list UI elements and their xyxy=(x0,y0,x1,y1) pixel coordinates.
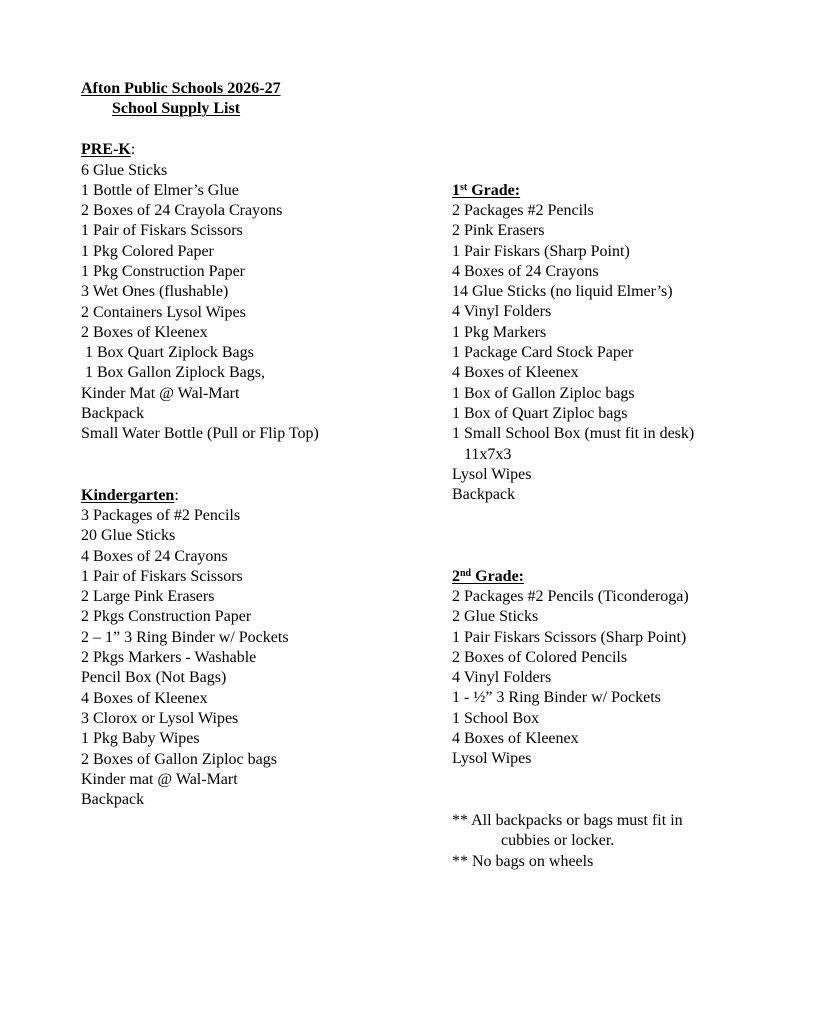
list-item: 4 Boxes of Kleenex xyxy=(81,689,208,707)
list-item: 6 Glue Sticks xyxy=(81,161,168,179)
list-item: 4 Vinyl Folders xyxy=(452,303,552,321)
grade2-heading-suffix: nd xyxy=(460,568,472,579)
list-item: 1 Pair of Fiskars Scissors xyxy=(81,222,243,240)
list-item: 2 Boxes of 24 Crayola Crayons xyxy=(81,202,283,220)
note-backpack-fit: ** All backpacks or bags must fit in xyxy=(452,812,683,829)
list-item: 1 Pkg Colored Paper xyxy=(81,242,214,260)
kindergarten-list xyxy=(81,506,289,810)
grade1-heading-text: Grade: xyxy=(467,182,521,199)
list-item: 4 Vinyl Folders xyxy=(452,669,552,687)
list-item: Kinder mat @ Wal-Mart xyxy=(81,770,238,788)
list-item: 1 - ½” 3 Ring Binder w/ Pockets xyxy=(452,689,661,707)
list-item: 1 Pair Fiskars (Sharp Point) xyxy=(452,242,630,260)
list-item: 3 Clorox or Lysol Wipes xyxy=(81,709,239,727)
list-item: 20 Glue Sticks xyxy=(81,527,176,545)
list-item: 4 Boxes of Kleenex xyxy=(452,364,579,382)
list-item: 4 Boxes of 24 Crayons xyxy=(81,547,228,565)
list-item: 2 Boxes of Colored Pencils xyxy=(452,648,628,666)
list-item: 1 School Box xyxy=(452,709,540,727)
grade1-list xyxy=(452,201,694,505)
list-item: Lysol Wipes xyxy=(452,465,532,483)
list-item: 1 Small School Box (must fit in desk) xyxy=(452,425,695,443)
list-item: 4 Boxes of 24 Crayons xyxy=(452,262,599,280)
list-item: Backpack xyxy=(81,405,145,423)
list-item: 2 Containers Lysol Wipes xyxy=(81,303,246,321)
list-item: 3 Packages of #2 Pencils xyxy=(81,507,241,524)
list-item: 2 Glue Sticks xyxy=(452,608,539,626)
grade1-heading-suffix: st xyxy=(460,182,468,193)
list-item: 1 Pkg Construction Paper xyxy=(81,262,245,280)
grade2-list xyxy=(452,587,689,770)
list-item: Pencil Box (Not Bags) xyxy=(81,669,227,687)
list-item: 11x7x3 xyxy=(452,445,512,463)
list-item: Backpack xyxy=(81,791,145,809)
list-item: 1 Pair of Fiskars Scissors xyxy=(81,567,243,585)
list-item: Small Water Bottle (Pull or Flip Top) xyxy=(81,425,319,443)
kindergarten-heading xyxy=(81,486,179,506)
prek-heading-label: PRE-K xyxy=(81,141,131,158)
document-subtitle: School Supply List xyxy=(112,100,241,117)
list-item: 1 Box of Gallon Ziploc bags xyxy=(452,384,635,402)
kindergarten-heading-colon: : xyxy=(174,486,179,504)
list-item: 1 Pair Fiskars Scissors (Sharp Point) xyxy=(452,628,687,646)
kindergarten-heading-label: Kindergarten xyxy=(81,486,175,504)
note-backpack-fit-continued: cubbies or locker. xyxy=(501,832,615,849)
list-item: 2 Pink Erasers xyxy=(452,222,545,240)
grade2-heading-text: Grade: xyxy=(471,568,524,585)
list-item: 2 Boxes of Kleenex xyxy=(81,323,208,341)
grade1-heading-number: 1 xyxy=(452,182,460,199)
list-item: 1 Package Card Stock Paper xyxy=(452,344,634,362)
list-item: 2 Packages #2 Pencils xyxy=(452,202,594,219)
list-item: 1 Box Quart Ziplock Bags xyxy=(81,344,254,362)
list-item: Backpack xyxy=(452,486,516,504)
list-item: 2 Large Pink Erasers xyxy=(81,588,215,606)
list-item: 3 Wet Ones (flushable) xyxy=(81,283,229,301)
list-item: Kinder Mat @ Wal-Mart xyxy=(81,384,240,402)
list-item: 2 Packages #2 Pencils (Ticonderoga) xyxy=(452,588,689,605)
list-item: 2 – 1” 3 Ring Binder w/ Pockets xyxy=(81,628,289,646)
list-item: 2 Boxes of Gallon Ziploc bags xyxy=(81,750,277,768)
list-item: 4 Boxes of Kleenex xyxy=(452,730,579,748)
list-item: 1 Bottle of Elmer’s Glue xyxy=(81,181,239,199)
list-item: 2 Pkgs Construction Paper xyxy=(81,608,252,626)
prek-list xyxy=(81,161,319,445)
note-no-wheels: ** No bags on wheels xyxy=(452,853,594,870)
grade2-heading-number: 2 xyxy=(452,568,460,585)
list-item: 14 Glue Sticks (no liquid Elmer’s) xyxy=(452,283,673,301)
list-item: Lysol Wipes xyxy=(452,750,532,768)
list-item: 1 Box Gallon Ziplock Bags, xyxy=(81,364,265,382)
prek-heading-colon: : xyxy=(130,141,136,158)
grade2-heading xyxy=(452,567,524,587)
list-item: 1 Box of Quart Ziploc bags xyxy=(452,404,628,422)
list-item: 1 Pkg Markers xyxy=(452,323,547,341)
document-title: Afton Public Schools 2026-27 xyxy=(81,80,281,97)
list-item: 1 Pkg Baby Wipes xyxy=(81,730,200,748)
grade1-heading xyxy=(452,181,520,201)
list-item: 2 Pkgs Markers - Washable xyxy=(81,649,257,667)
prek-heading xyxy=(81,140,135,160)
